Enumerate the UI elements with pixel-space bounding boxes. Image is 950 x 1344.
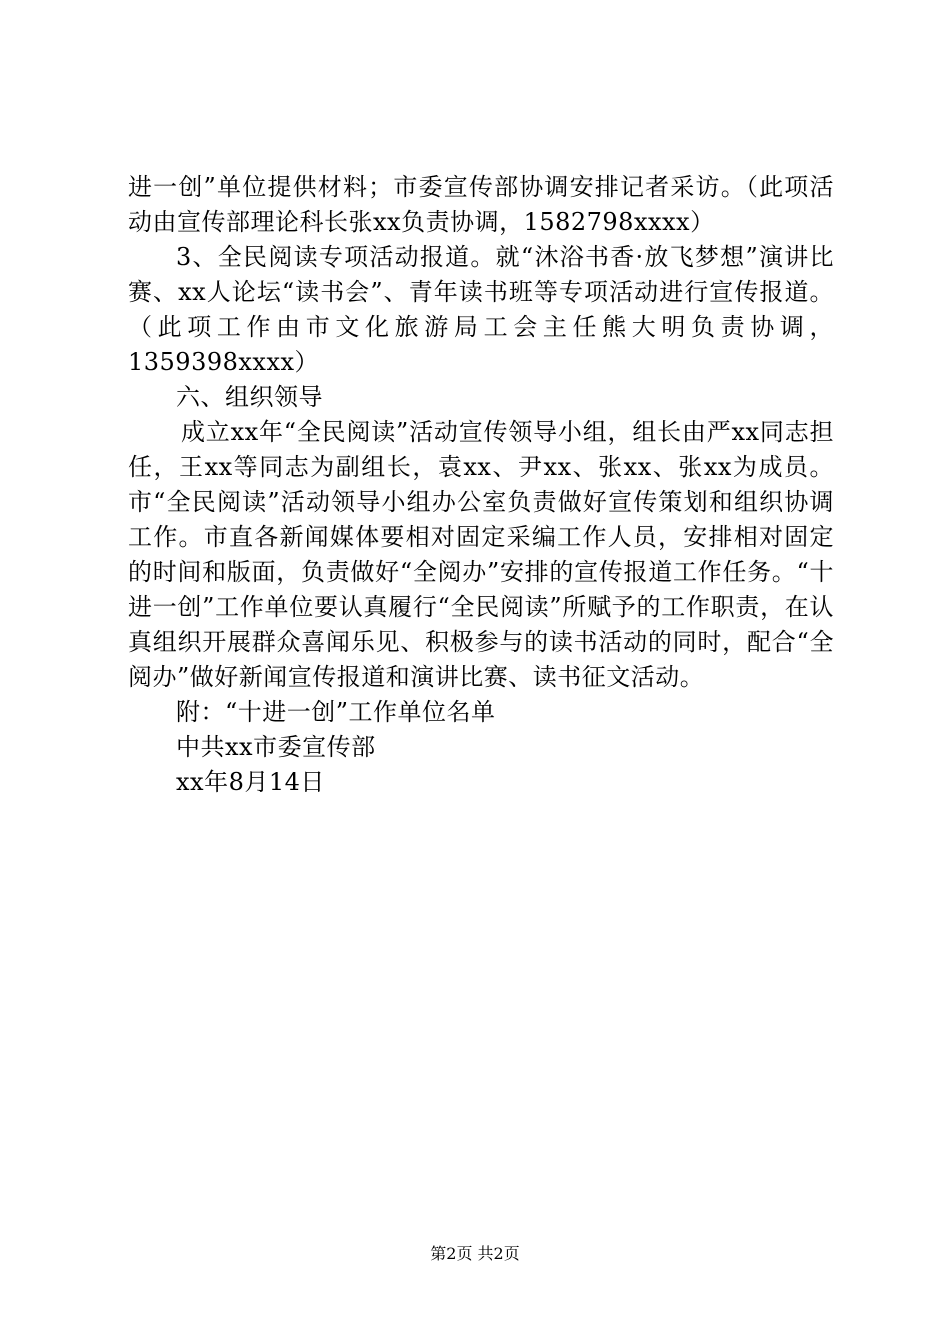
paragraph-continuation: 进一创”单位提供材料；市委宣传部协调安排记者采访。（此项活动由宣传部理论科长张xx负责协调，1582798xxxx） [128, 173, 834, 236]
page-number-footer: 第2页 共2页 [430, 1244, 520, 1263]
attachment-line: 附：“十进一创”工作单位名单 [176, 698, 496, 726]
signature-organization: 中共xx市委宣传部 [176, 733, 376, 761]
paragraph-reading-activity-report: 3、全民阅读专项活动报道。就“沐浴书香·放飞梦想”演讲比赛、xx人论坛“读书会”、青年读书班等专项活动进行宣传报道。（此项工作由市文化旅游局工会主任熊大明负责协调，1359398xxxx） [128, 243, 834, 376]
section-heading-organization: 六、组织领导 [176, 383, 323, 411]
paragraph-organization-details: 成立xx年“全民阅读”活动宣传领导小组，组长由严xx同志担任，王xx等同志为副组长，袁xx、尹xx、张xx、张xx为成员。市“全民阅读”活动领导小组办公室负责做好宣传策划和组织协调工作。市直各新闻媒体要相对固定采编工作人员，安排相对固定的时间和版面，负责做好“全阅办”安排的宣传报道工作任务。“十进一创”工作单位要认真履行“全民阅读”所赋予的工作职责，在认真组织开展群众喜闻乐见、积极参与的读书活动的同时，配合“全阅办”做好新闻宣传报道和演讲比赛、读书征文活动。 [128, 418, 834, 691]
document-body [128, 170, 834, 800]
signature-date: xx年8月14日 [176, 768, 325, 796]
